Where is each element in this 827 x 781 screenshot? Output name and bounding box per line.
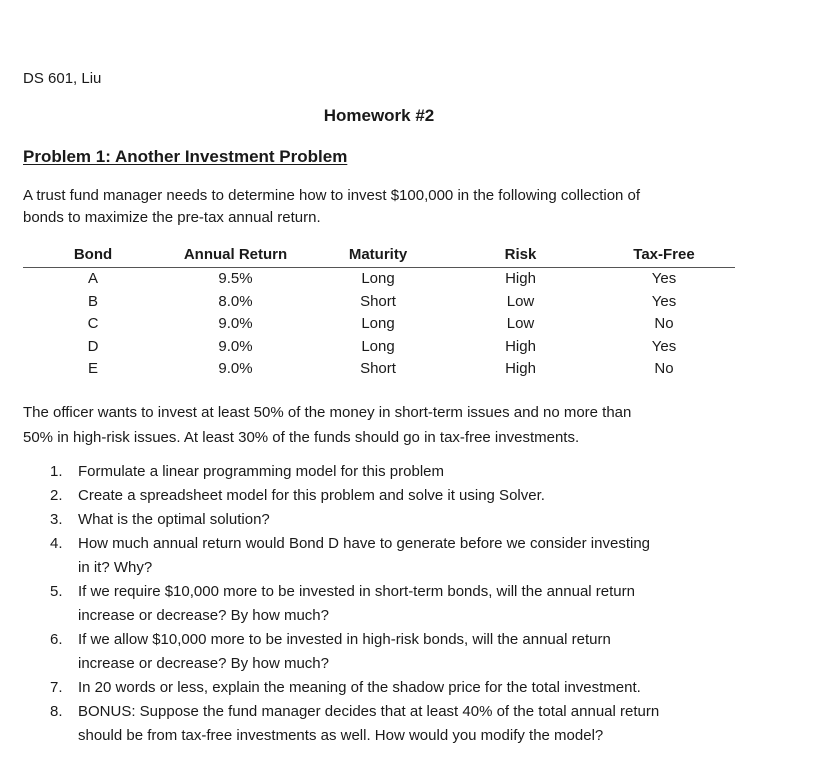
column-header-risk: Risk [448, 244, 593, 268]
table-cell: Short [360, 360, 396, 378]
column-header-bond: Bond [23, 244, 163, 268]
bonds-table [23, 244, 735, 381]
question-text: in it? Why? [78, 559, 153, 576]
page-title: Homework #2 [323, 106, 435, 125]
paragraph-line: 50% in high-risk issues. At least 30% of the funds should go in tax-free investments. [23, 429, 580, 446]
column-header-annual-return: Annual Return [163, 244, 308, 268]
list-item [0, 676, 760, 700]
question-text: increase or decrease? By how much? [78, 655, 329, 672]
question-text: BONUS: Suppose the fund manager decides that at least 40% of the total annual return [78, 703, 660, 720]
list-item [0, 460, 760, 484]
table-cell: B [87, 292, 98, 310]
list-item [0, 532, 760, 580]
table-header-row [23, 244, 735, 268]
question-text: What is the optimal solution? [78, 511, 270, 528]
table-cell: 9.5% [218, 270, 253, 288]
question-number: 6. [50, 631, 63, 648]
question-text: Create a spreadsheet model for this problem and solve it using Solver. [78, 487, 545, 504]
table-cell: Yes [651, 270, 677, 288]
list-item [0, 580, 760, 628]
question-text: In 20 words or less, explain the meaning of the shadow price for the total investment. [78, 679, 641, 696]
question-text: should be from tax-free investments as well. How would you modify the model? [78, 727, 604, 744]
question-number: 2. [50, 487, 63, 504]
constraints-paragraph [23, 400, 763, 450]
column-header-tax-free: Tax-Free [593, 244, 735, 268]
paragraph-line: The officer wants to invest at least 50% of the money in short-term issues and no more than [23, 404, 632, 421]
problem-intro [23, 185, 743, 229]
table-cell: High [505, 337, 536, 355]
table-cell: No [654, 360, 674, 378]
table-cell: No [654, 315, 674, 333]
table-cell: A [87, 270, 98, 288]
table-cell: 9.0% [218, 360, 253, 378]
table-cell: Long [361, 270, 395, 288]
question-number: 8. [50, 703, 63, 720]
questions-list [0, 460, 760, 748]
question-number: 3. [50, 511, 63, 528]
table-cell: Low [506, 315, 535, 333]
list-item [0, 484, 760, 508]
table-cell: 9.0% [218, 315, 253, 333]
question-number: 4. [50, 535, 63, 552]
column-header-maturity: Maturity [308, 244, 448, 268]
table-cell: 9.0% [218, 337, 253, 355]
table-cell: Short [360, 292, 396, 310]
table-row [23, 291, 735, 314]
table-row [23, 268, 735, 291]
table-cell: C [87, 315, 99, 333]
intro-line: A trust fund manager needs to determine how to invest $100,000 in the following collection of [23, 187, 641, 204]
table-cell: High [505, 360, 536, 378]
intro-line: bonds to maximize the pre-tax annual return. [23, 209, 321, 226]
table-row [23, 336, 735, 359]
table-cell: E [87, 360, 98, 378]
table-cell: Long [361, 337, 395, 355]
table-row [23, 358, 735, 381]
table-cell: Yes [651, 337, 677, 355]
table-cell: Yes [651, 292, 677, 310]
list-item [0, 700, 760, 748]
question-text: increase or decrease? By how much? [78, 607, 329, 624]
problem-title: Problem 1: Another Investment Problem [23, 147, 348, 166]
table-row [23, 313, 735, 336]
question-text: If we require $10,000 more to be invested in short-term bonds, will the annual return [78, 583, 635, 600]
question-number: 5. [50, 583, 63, 600]
list-item [0, 508, 760, 532]
table-cell: Long [361, 315, 395, 333]
table-cell: 8.0% [218, 292, 253, 310]
question-number: 7. [50, 679, 63, 696]
question-text: How much annual return would Bond D have to generate before we consider investing [78, 535, 651, 552]
table-cell: D [87, 337, 99, 355]
table-cell: High [505, 270, 536, 288]
question-number: 1. [50, 463, 63, 480]
question-text: Formulate a linear programming model for this problem [78, 463, 444, 480]
list-item [0, 628, 760, 676]
course-header: DS 601, Liu [23, 70, 102, 87]
table-cell: Low [506, 292, 535, 310]
question-text: If we allow $10,000 more to be invested in high-risk bonds, will the annual return [78, 631, 611, 648]
